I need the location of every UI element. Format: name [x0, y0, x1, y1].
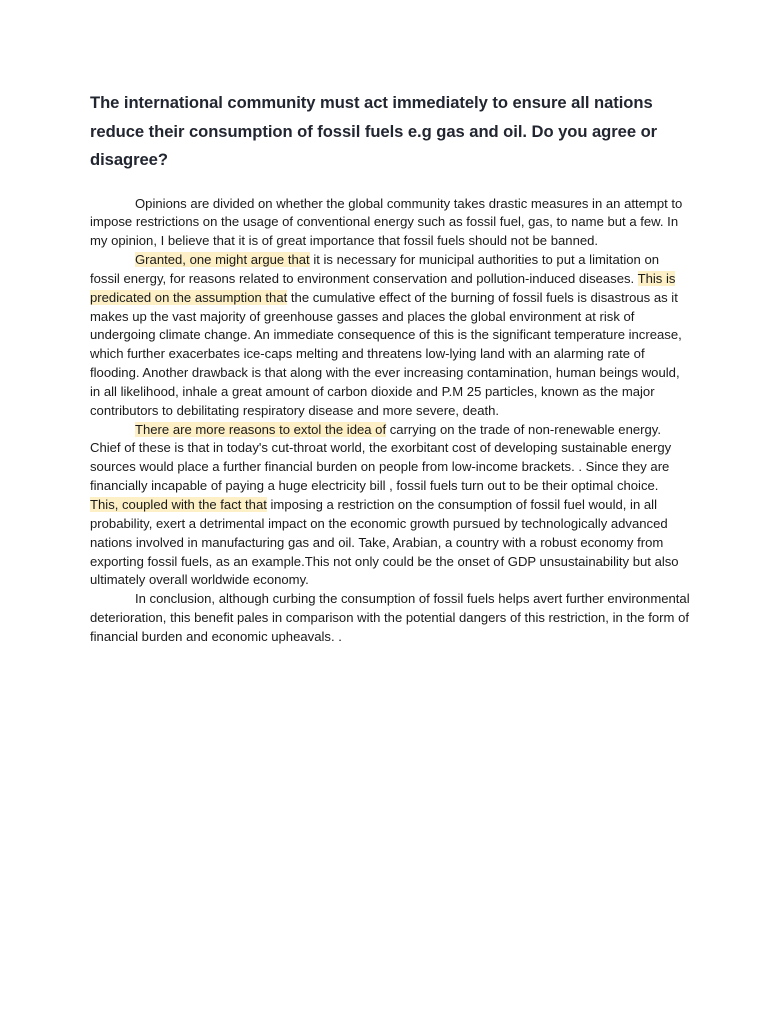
- paragraph-conclusion: [90, 590, 690, 647]
- highlighted-phrase: There are more reasons to extol the idea of: [135, 421, 387, 437]
- paragraph-body-1: [90, 251, 690, 421]
- essay-body: [90, 195, 690, 647]
- text-segment: it is necessary for municipal authorities to put a limitation on fossil energy, for reasons related to environment conservation and pollution-induced diseases.: [90, 252, 660, 286]
- paragraph-body-2: [90, 421, 690, 591]
- highlighted-phrase: Granted, one might argue that: [135, 252, 310, 268]
- highlighted-phrase: This is predicated on the assumption that: [90, 270, 676, 305]
- essay-title: The international community must act immediately to ensure all nations reduce their consumption of fossil fuels e.g gas and oil. Do you agree or disagree?: [90, 93, 658, 169]
- document-page: [90, 89, 690, 647]
- text-segment: carrying on the trade of non-renewable energy. Chief of these is that in today's cut-throat world, the exorbitant cost of developing sustainable energy sources would place a further financial burden on people from low-income brackets. . Since they are financially incapable of paying a huge electricity bill , fossil fuels turn out to be their optimal choice.: [90, 421, 672, 494]
- text-segment: the cumulative effect of the burning of fossil fuels is disastrous as it makes up the vast majority of greenhouse gasses and places the global environment at risk of undergoing climate change. An immediate consequence of this is the significant temperature increase, which further exacerbates ice-caps melting and threatens low-lying land with an alarming rate of flooding. Another drawback is that along with the ever increasing contamination, human beings would, in all likelihood, inhale a great amount of carbon dioxide and P.M 25 particles, known as the major contributors to debilitating respiratory disease and more severe, death.: [90, 289, 682, 418]
- text-segment: imposing a restriction on the consumption of fossil fuel would, in all probability, exert a detrimental impact on the economic growth pursued by technologically advanced nations involved in manufacturing gas and oil. Take, Arabian, a country with a robust economy from exporting fossil fuels, as an example.This not only could be the onset of GDP unsustainability but also ultimately overall worldwide economy.: [90, 497, 679, 588]
- highlighted-phrase: This, coupled with the fact that: [90, 497, 267, 512]
- text-segment: Opinions are divided on whether the global community takes drastic measures in an attempt to impose restrictions on the usage of conventional energy such as fossil fuel, gas, to name but a few. In my opinion, I believe that it is of great importance that fossil fuels should not be banned.: [90, 195, 683, 249]
- text-segment: In conclusion, although curbing the consumption of fossil fuels helps avert further environmental deterioration, this benefit pales in comparison with the potential dangers of this restriction, in the form of financial burden and economic upheavals. .: [90, 591, 690, 644]
- paragraph-intro: [90, 195, 690, 252]
